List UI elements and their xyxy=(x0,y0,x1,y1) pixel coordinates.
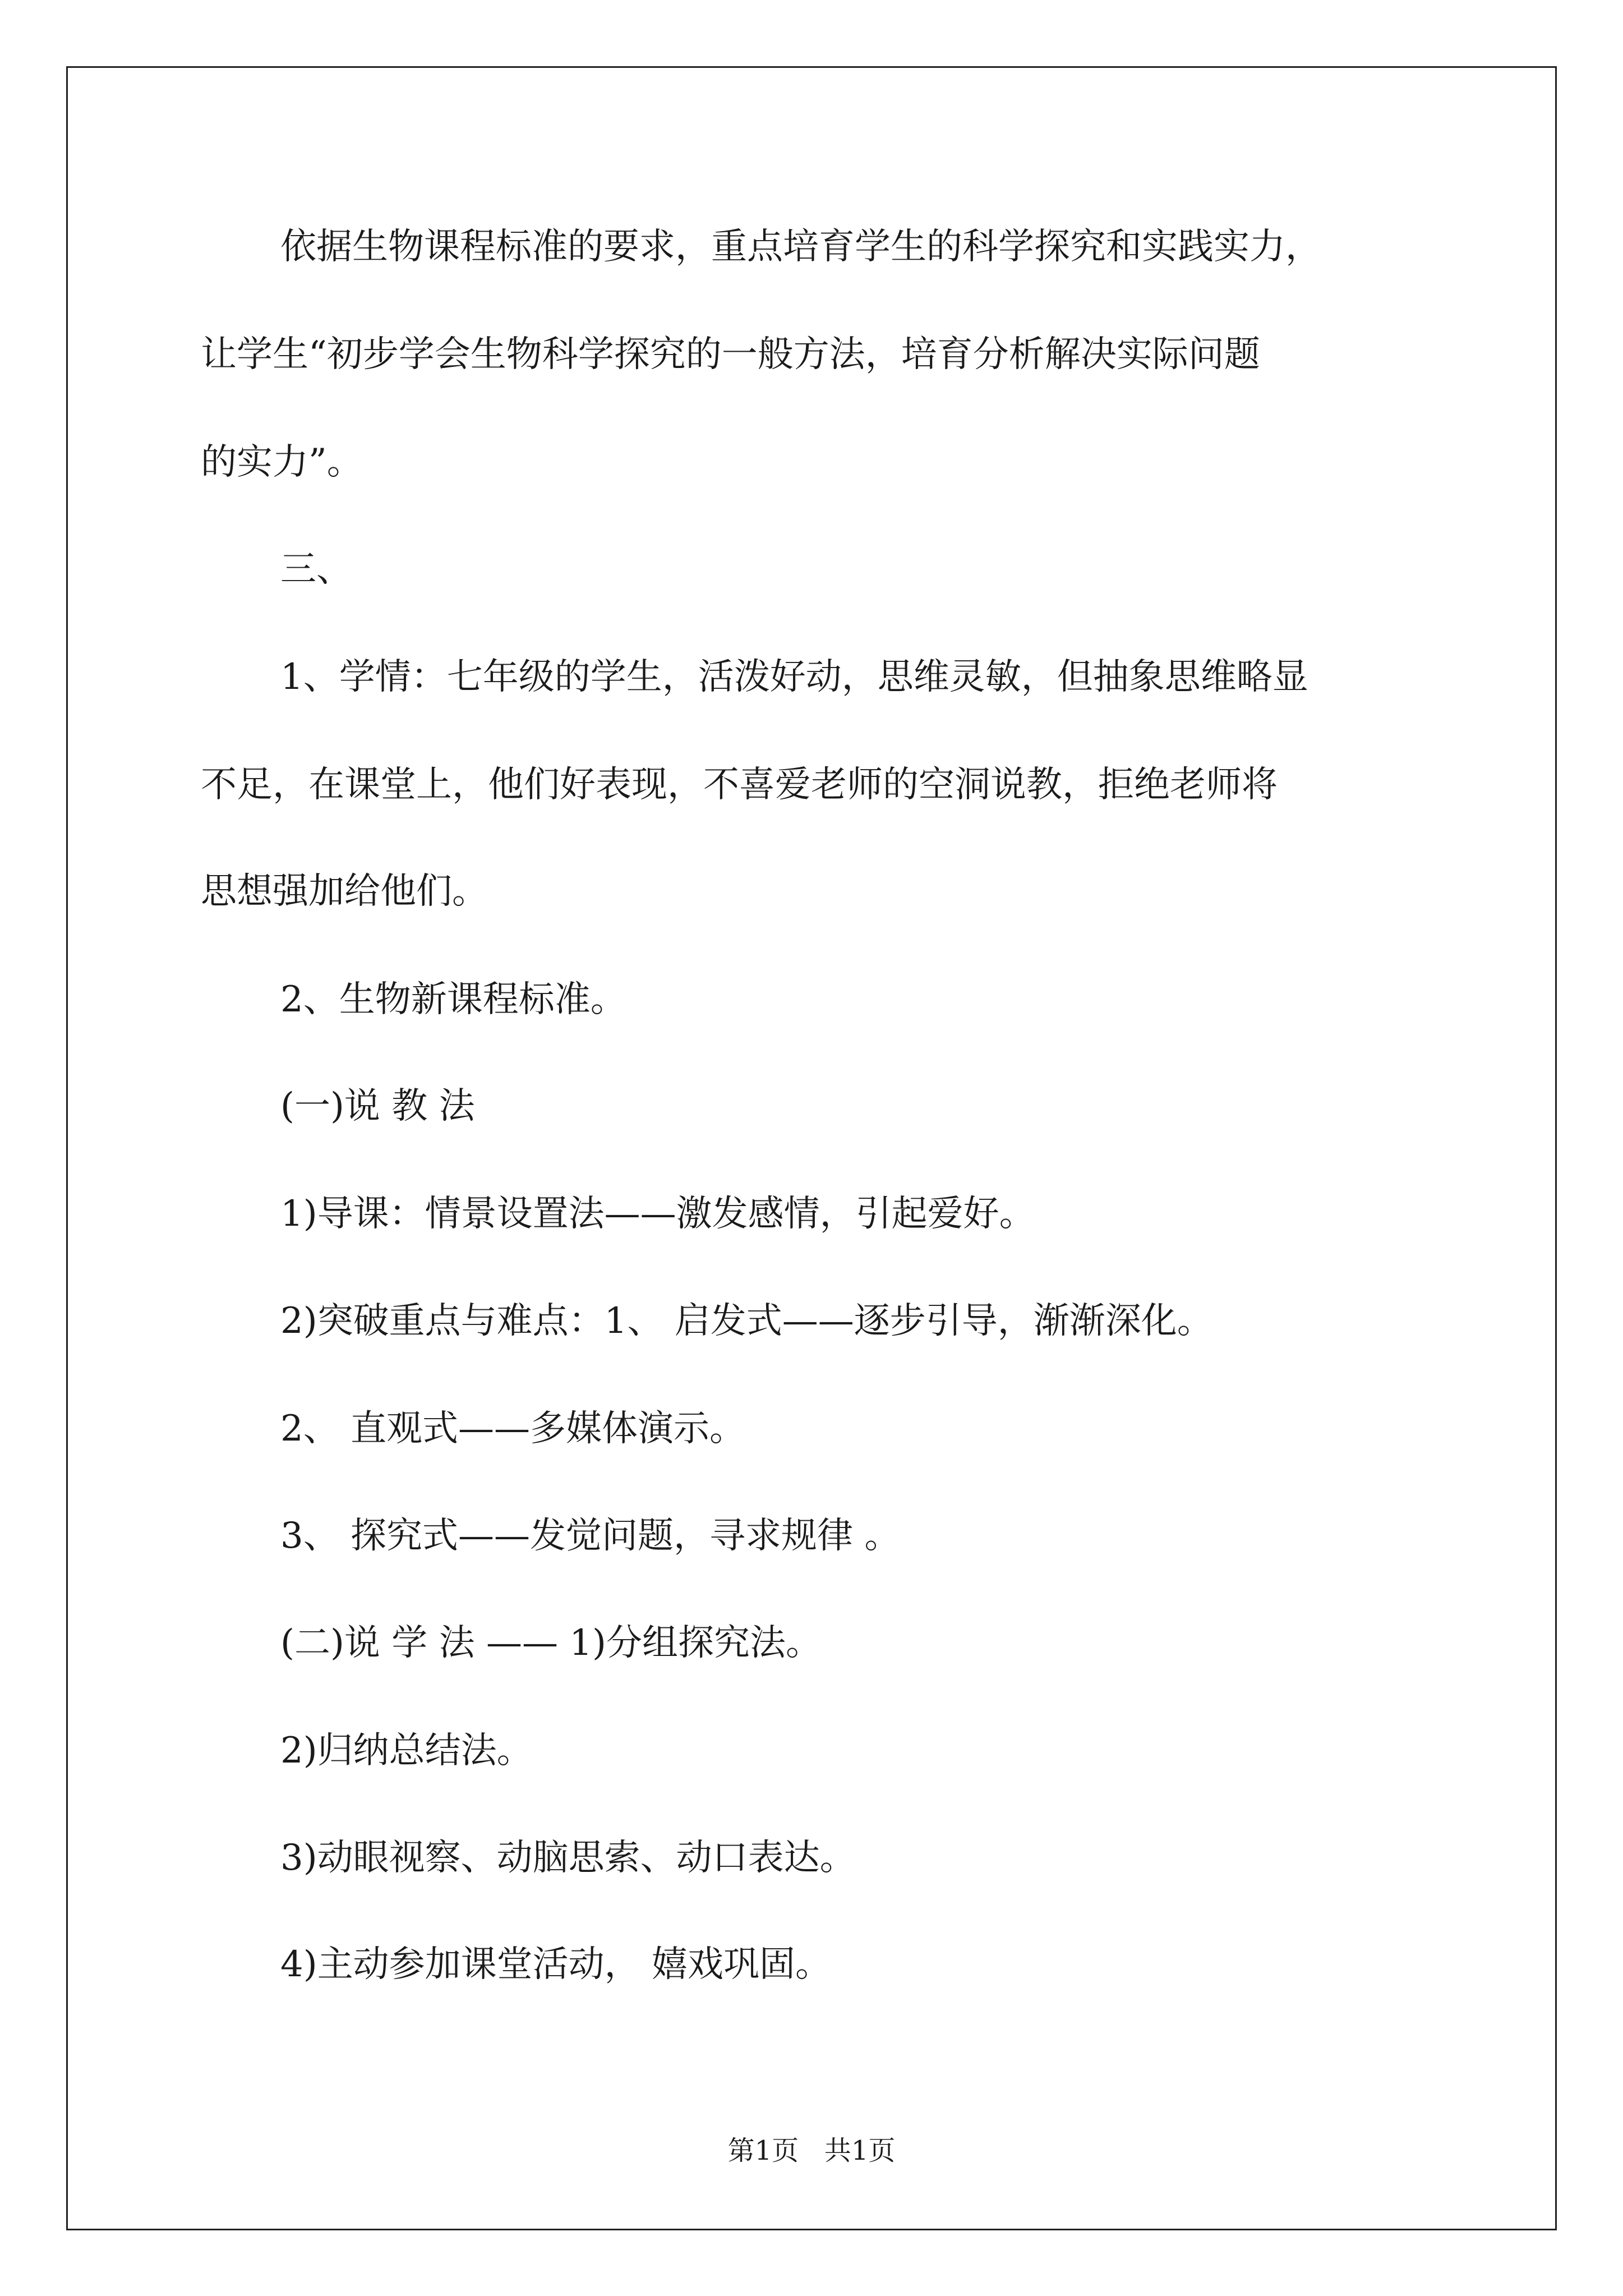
body-line-13: 3、 探究式——发觉问题，寻求规律 。 xyxy=(280,1515,901,1557)
subheading-teaching-method: (一)说 教 法 xyxy=(280,1085,475,1127)
body-line-8: 2、生物新课程标准。 xyxy=(280,979,626,1020)
body-line-3: 的实力”。 xyxy=(201,441,363,483)
body-line-7: 思想强加给他们。 xyxy=(201,871,488,912)
section-heading-3: 三、 xyxy=(280,549,352,590)
body-line-5: 1、学情：七年级的学生，活泼好动，思维灵敏，但抽象思维略显 xyxy=(280,656,1308,698)
page-footer: 第1页 共1页 xyxy=(727,2135,896,2166)
body-line-2: 让学生“初步学会生物科学探究的一般方法，培育分析解决实际问题 xyxy=(201,334,1260,375)
body-line-17: 4)主动参加课堂活动， 嬉戏巩固。 xyxy=(280,1944,832,1985)
body-line-12: 2、 直观式——多媒体演示。 xyxy=(280,1408,746,1450)
page-border xyxy=(66,66,1557,2230)
body-line-15: 2)归纳总结法。 xyxy=(280,1730,533,1772)
body-line-10: 1)导课：情景设置法——激发感情，引起爱好。 xyxy=(280,1193,1035,1235)
body-line-16: 3)动眼视察、动脑思索、动口表达。 xyxy=(280,1837,856,1879)
body-line-6: 不足，在课堂上，他们好表现，不喜爱老师的空洞说教，拒绝老师将 xyxy=(201,764,1278,806)
body-line-11: 2)突破重点与难点：1、 启发式——逐步引导，渐渐深化。 xyxy=(280,1300,1213,1342)
subheading-learning-method: (二)说 学 法 —— 1)分组探究法。 xyxy=(280,1622,822,1664)
body-line-1: 依据生物课程标准的要求，重点培育学生的科学探究和实践实力， xyxy=(280,226,1321,268)
